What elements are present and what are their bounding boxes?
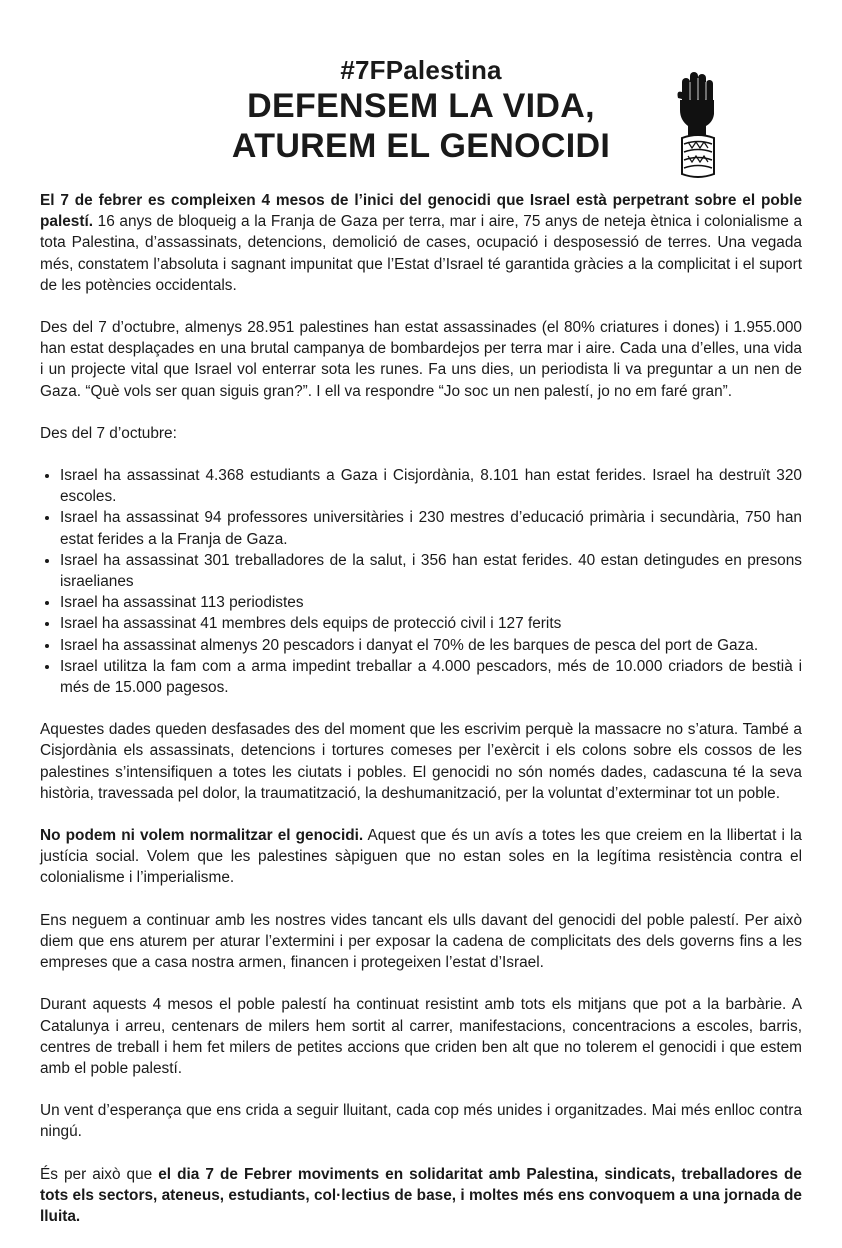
raised-fist-keffiyeh-icon [676, 70, 720, 182]
paragraph-9-text: És per això que [40, 1165, 159, 1183]
hashtag: #7FPalestina [340, 55, 502, 85]
list-item: • Israel ha assassinat 4.368 estudiants a Gaza i Cisjordània, 8.101 han estat ferides. Israel ha destruït 320 escoles. [60, 465, 802, 507]
paragraph-7: Durant aquests 4 mesos el poble palestí ha continuat resistint amb tots els mitjans que pot a la barbàrie. A Catalunya i arreu, centenars de milers hem sortit al carrer, manifestacions, concentracions a escoles, barris, centres de treball i hem fet milers de petites accions que criden ben alt que no tolerem el genocidi i que estem amb el poble palestí. [40, 996, 802, 1077]
facts-list [40, 465, 802, 698]
paragraph-1-text: 16 anys de bloqueig a la Franja de Gaza per terra, mar i aire, 75 anys de neteja ètnica i colonialisme a tota Palestina, d’assassinats, detencions, demolició de cases, ocupació i desposessió de terres. Una vegada més, constatem l’absoluta i sagnant impunitat que l’Estat d’Israel té garantida gràcies a la complicitat i el suport de les potències occidentals. [40, 213, 802, 294]
paragraph-2: Des del 7 d’octubre, almenys 28.951 palestines han estat assassinades (el 80% criatures i dones) i 1.955.000 han estat desplaçades en una brutal campanya de bombardejos per terra mar i aire. Cada una d’elles, una vida i un projecte vital que Israel vol enterrar sota les runes. Fa uns dies, un periodista li va preguntar a un nen de Gaza. “Què vols ser quan siguis gran?”. I ell va respondre “Jo soc un nen palestí, jo no em faré gran”. [40, 319, 802, 400]
paragraph-4: Aquestes dades queden desfasades des del moment que les escrivim perquè la massacre no s’atura. També a Cisjordània els assassinats, detencions i tortures comeses per l’exèrcit i els colons sobre els cossos de les palestines s’intensifiquen a totes les ciutats i pobles. El genocidi no són només dades, cadascuna té la seva història, travessada pel dolor, la traumatització, la deshumanització, per la voluntat d’exterminar tot un poble. [40, 721, 802, 802]
list-item: • Israel ha assassinat 113 periodistes [60, 592, 802, 613]
paragraph-5-text: Aquest que és un avís a totes les que creiem en la llibertat i la justícia social. Volem que les palestines sàpiguen que no estan soles en la legítima resistència contra el colonialisme i l’imperialisme. [40, 827, 802, 887]
paragraph-9-call: el dia 7 de Febrer moviments en solidaritat amb Palestina, sindicats, treballadores de tots els sectors, ateneus, estudiants, col·lectius de base, i moltes més ens convoquem a una jornada de lluita. [40, 1165, 802, 1225]
paragraph-6: Ens neguem a continuar amb les nostres vides tancant els ulls davant del genocidi del poble palestí. Per això diem que ens aturem per aturar l’extermini i per exposar la cadena de complicitats des dels governs fins a les empreses que a casa nostra armen, financen i protegeixen l’estat d’Israel. [40, 911, 802, 972]
list-item: • Israel ha assassinat 301 treballadores de la salut, i 356 han estat ferides. 40 estan detingudes en presons israelianes [60, 550, 802, 592]
paragraph-8: Un vent d’esperança que ens crida a seguir lluitant, cada cop més unides i organitzades. Mai més enlloc contra ningú. [40, 1102, 802, 1141]
list-item: • Israel ha assassinat 41 membres dels equips de protecció civil i 127 ferits [60, 613, 802, 634]
paragraph-3: Des del 7 d’octubre: [40, 424, 177, 442]
document-body [40, 190, 802, 1248]
title-line-2: ATUREM EL GENOCIDI [231, 127, 611, 165]
list-item: • Israel ha assassinat 94 professores universitàries i 230 mestres d’educació primària i secundària, 750 han estat ferides a la Franja de Gaza. [60, 507, 802, 549]
paragraph-1 [40, 190, 802, 296]
list-item: • Israel ha assassinat almenys 20 pescadors i danyat el 70% de les barques de pesca del port de Gaza. [60, 635, 802, 656]
paragraph-5-lead: No podem ni volem normalitzar el genocidi. [40, 827, 364, 845]
title-line-1: DEFENSEM LA VIDA, [247, 87, 595, 125]
paragraph-5 [40, 825, 802, 889]
paragraph-1-lead: El 7 de febrer es compleixen 4 mesos de l’inici del genocidi que Israel està perpetrant sobre el poble palestí. [40, 192, 802, 231]
paragraph-9 [40, 1164, 802, 1228]
list-item: • Israel utilitza la fam com a arma impedint treballar a 4.000 pescadors, més de 10.000 criadors de bestià i més de 15.000 pagesos. [60, 656, 802, 698]
